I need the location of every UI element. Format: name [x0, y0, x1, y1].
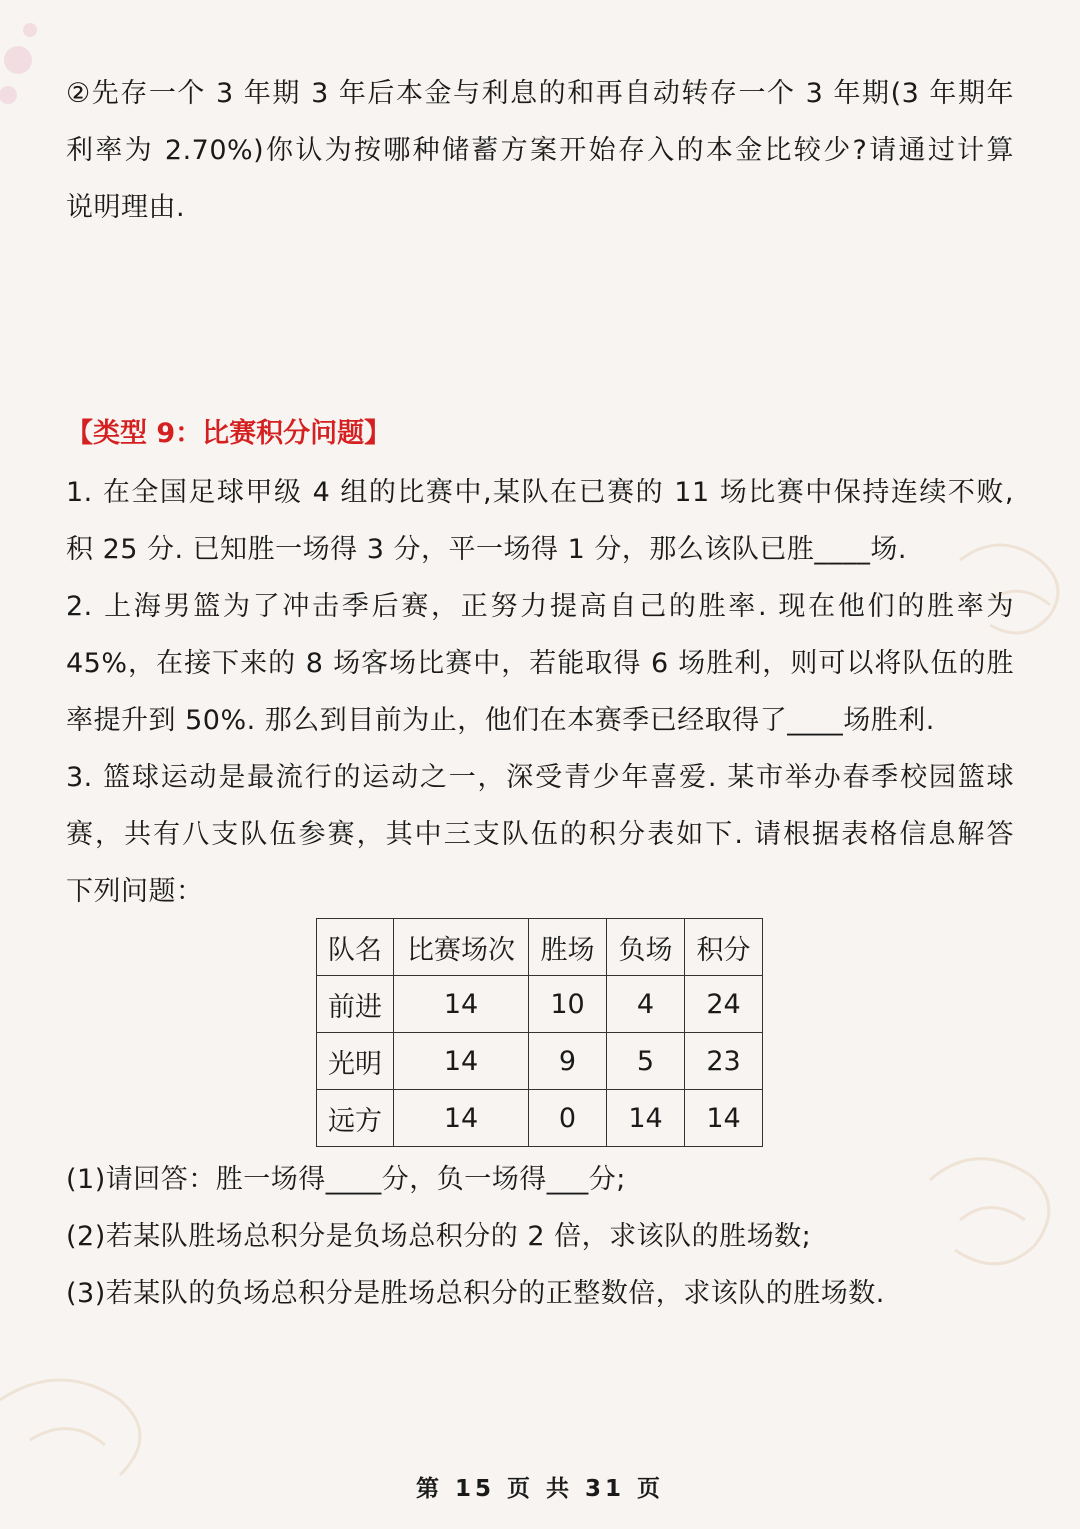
table-header-row [317, 919, 763, 976]
table-cell: 14 [394, 1033, 529, 1090]
table-cell: 5 [607, 1033, 685, 1090]
problem-line: 下列问题： [66, 876, 204, 907]
problem-line: 3. 篮球运动是最流行的运动之一，深受青少年喜爱. 某市举办春季校园篮球 [66, 762, 1014, 793]
table-header-cell: 负场 [607, 919, 685, 976]
table-cell: 14 [394, 1090, 529, 1147]
text-line: 利率为 2.70%)你认为按哪种储蓄方案开始存入的本金比较少?请通过计算 [66, 135, 1014, 166]
table-row [317, 1033, 763, 1090]
table-cell: 14 [607, 1090, 685, 1147]
table-header-cell: 积分 [685, 919, 763, 976]
table-row [317, 1090, 763, 1147]
score-table [316, 918, 763, 1147]
table-cell: 14 [685, 1090, 763, 1147]
problem-line: 2. 上海男篮为了冲击季后赛，正努力提高自己的胜率. 现在他们的胜率为 [66, 591, 1014, 622]
table-header-cell: 比赛场次 [394, 919, 529, 976]
sub-question: (1)请回答：胜一场得____分，负一场得___分; [66, 1164, 626, 1195]
problem-line: 积 25 分. 已知胜一场得 3 分，平一场得 1 分，那么该队已胜____场. [66, 534, 907, 565]
table-row [317, 976, 763, 1033]
page-number-footer: 第 15 页 共 31 页 [415, 1476, 665, 1502]
sub-question: (2)若某队胜场总积分是负场总积分的 2 倍，求该队的胜场数; [66, 1221, 812, 1252]
problem-line: 率提升到 50%. 那么到目前为止，他们在本赛季已经取得了____场胜利. [66, 705, 935, 736]
table-header-cell: 胜场 [529, 919, 607, 976]
table-cell: 9 [529, 1033, 607, 1090]
text-line: ②先存一个 3 年期 3 年后本金与利息的和再自动转存一个 3 年期(3 年期年 [66, 78, 1014, 109]
table-cell: 10 [529, 976, 607, 1033]
table-cell: 23 [685, 1033, 763, 1090]
table-cell: 光明 [317, 1033, 394, 1090]
table-cell: 0 [529, 1090, 607, 1147]
table-cell: 4 [607, 976, 685, 1033]
table-cell: 14 [394, 976, 529, 1033]
problem-line: 1. 在全国足球甲级 4 组的比赛中,某队在已赛的 11 场比赛中保持连续不败, [66, 477, 1014, 508]
problem-line: 赛，共有八支队伍参赛，其中三支队伍的积分表如下. 请根据表格信息解答 [66, 819, 1014, 850]
sub-question: (3)若某队的负场总积分是胜场总积分的正整数倍，求该队的胜场数. [66, 1278, 885, 1309]
text-line: 说明理由. [66, 192, 186, 223]
table-header-cell: 队名 [317, 919, 394, 976]
table-cell: 24 [685, 976, 763, 1033]
section-title: 【类型 9：比赛积分问题】 [66, 418, 392, 449]
table-cell: 前进 [317, 976, 394, 1033]
table-cell: 远方 [317, 1090, 394, 1147]
problem-line: 45%，在接下来的 8 场客场比赛中，若能取得 6 场胜利，则可以将队伍的胜 [66, 648, 1014, 679]
